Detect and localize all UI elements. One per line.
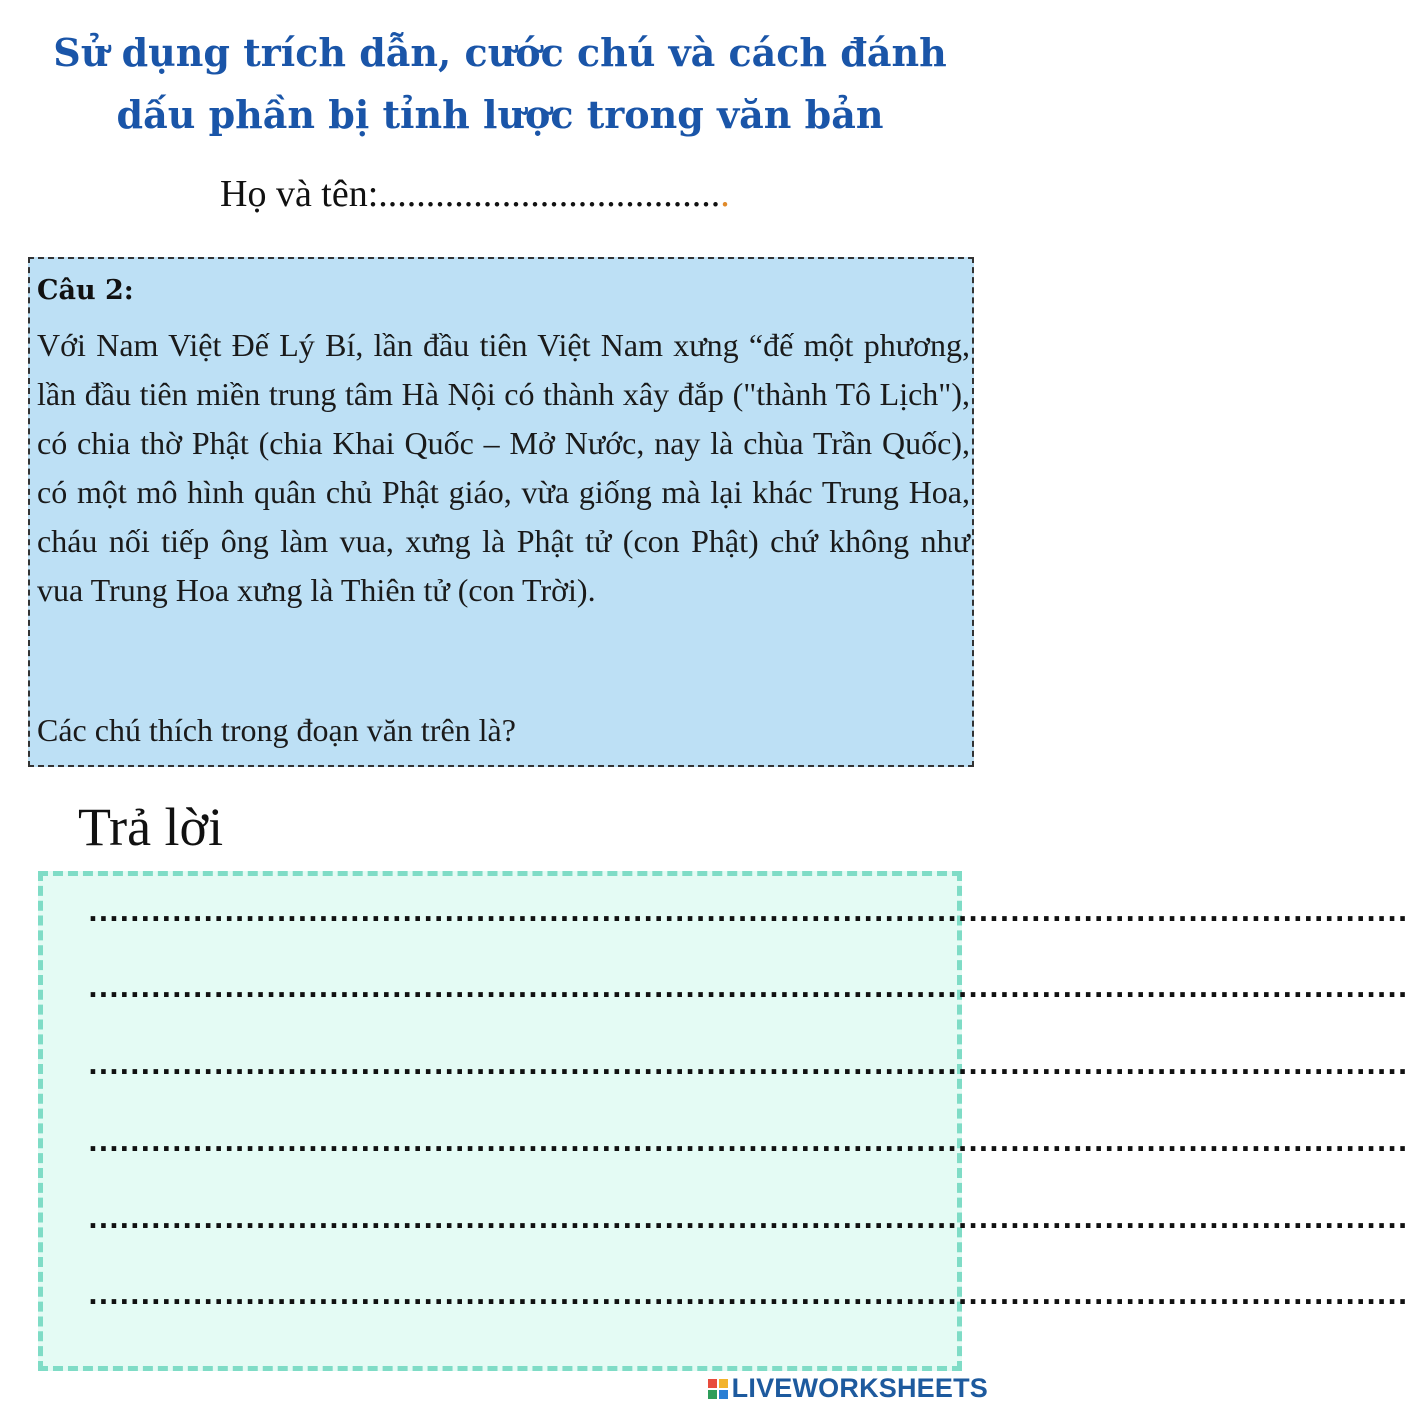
question-label: Câu 2: (37, 275, 134, 306)
name-end-dot: . (720, 173, 730, 215)
logo-square-4 (719, 1390, 728, 1399)
logo-square-2 (719, 1379, 728, 1388)
answer-line-6[interactable]: .............................................................................................................................. (88, 1281, 1408, 1311)
logo-square-1 (708, 1379, 717, 1388)
name-label: Họ và tên: (220, 173, 379, 215)
title-line-2: dấu phần bị tỉnh lược trong văn bản (116, 92, 884, 137)
answer-line-5[interactable]: .............................................................................................................................. (88, 1205, 1408, 1235)
answer-box[interactable] (38, 871, 1408, 1371)
question-box (28, 257, 974, 767)
name-field[interactable] (220, 172, 730, 216)
answer-line-3[interactable]: .............................................................................................................................. (88, 1051, 1408, 1081)
logo-square-3 (708, 1390, 717, 1399)
question-passage: Với Nam Việt Đế Lý Bí, lần đầu tiên Việt Nam xưng “đế một phương, lần đầu tiên miền trung tâm Hà Nội có thành xây đắp ("thành Tô Lịch"), có chia thờ Phật (chia Khai Quốc – Mở Nước, nay là chùa Trần Quốc), có một mô hình quân chủ Phật giáo, vừa giống mà lại khác Trung Hoa, cháu nối tiếp ông làm vua, xưng là Phật tử (con Phật) chứ không như vua Trung Hoa xưng là Thiên tử (con Trời). (37, 327, 970, 608)
answer-line-1[interactable]: .............................................................................................................................. (88, 898, 1408, 928)
question-prompt: Các chú thích trong đoạn văn trên là? (37, 712, 516, 748)
answer-line-2[interactable]: .............................................................................................................................. (88, 974, 1408, 1004)
worksheet-title (0, 22, 1000, 146)
answer-line-4[interactable]: .............................................................................................................................. (88, 1128, 1408, 1158)
liveworksheets-icon (708, 1379, 728, 1399)
liveworksheets-logo (708, 1373, 988, 1404)
brand-name: LIVEWORKSHEETS (731, 1373, 988, 1403)
answer-heading: Trả lời (78, 797, 224, 857)
name-dots[interactable]: .................................... (378, 173, 721, 215)
title-line-1: Sử dụng trích dẫn, cước chú và cách đánh (53, 30, 947, 75)
